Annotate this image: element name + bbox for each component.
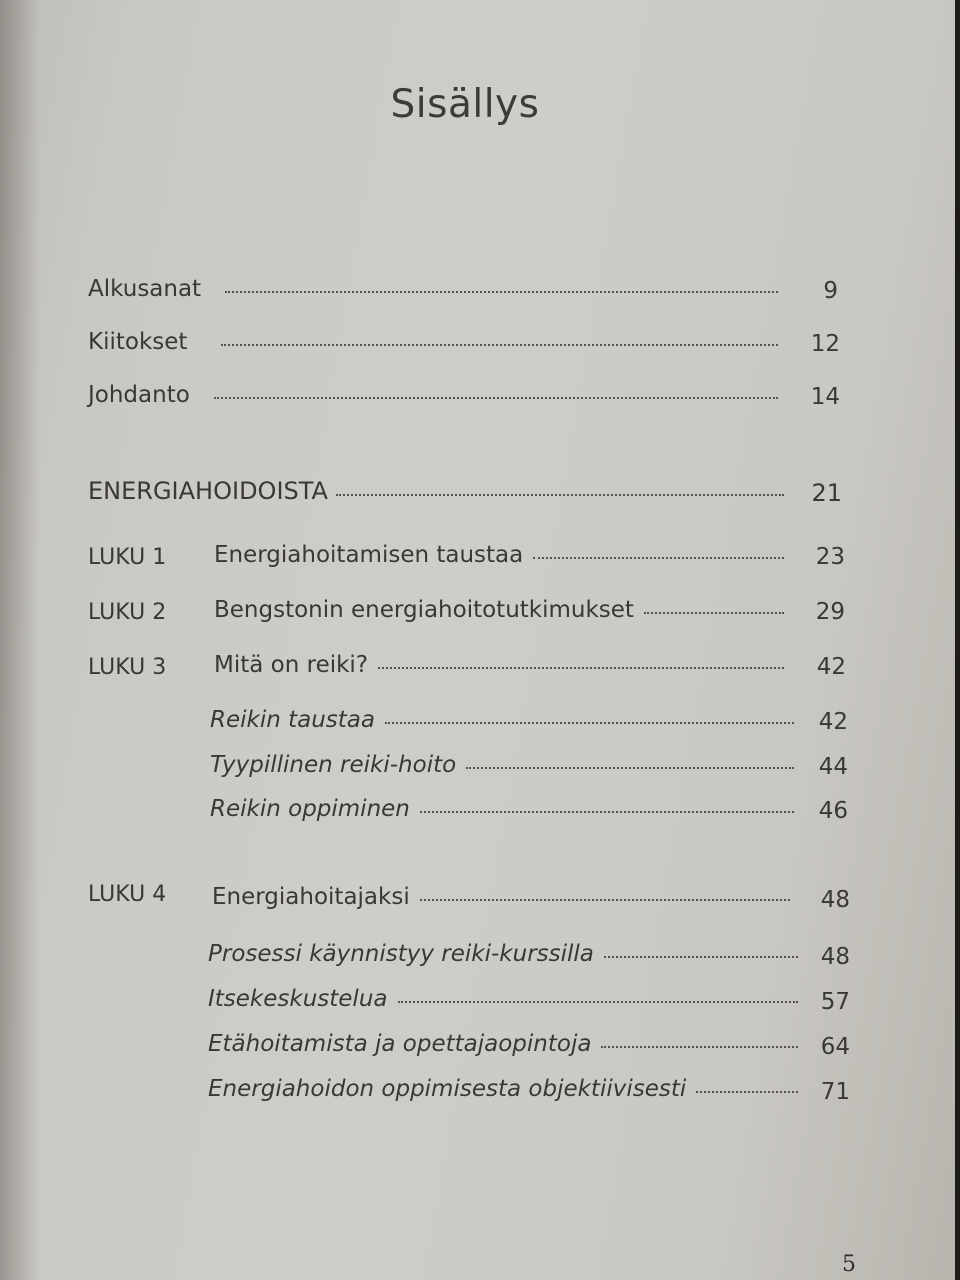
toc-section-label: Reikin oppiminen xyxy=(210,796,410,822)
toc-section-page: 71 xyxy=(820,1079,850,1105)
toc-section-page: 46 xyxy=(818,798,848,824)
toc-section-page: 44 xyxy=(818,754,848,780)
toc-section xyxy=(208,1076,808,1116)
page-number: 5 xyxy=(842,1252,856,1277)
toc-section xyxy=(210,707,804,747)
dot-leader xyxy=(214,396,778,399)
toc-section xyxy=(208,1031,808,1071)
toc-chapter-2 xyxy=(214,597,794,637)
toc-part-page: 21 xyxy=(811,479,842,507)
toc-chapter-1 xyxy=(214,542,794,582)
toc-chapter-page: 23 xyxy=(815,544,845,570)
toc-chapter-4 xyxy=(212,884,800,924)
toc-chapter-label: Energiahoitajaksi xyxy=(212,884,410,910)
toc-chapter-3 xyxy=(214,652,794,692)
toc-part-label: ENERGIAHOIDOISTA xyxy=(88,477,328,505)
toc-chapter-label: Energiahoitamisen taustaa xyxy=(214,542,524,568)
toc-chapter-label: Bengstonin energiahoitotutkimukset xyxy=(214,597,634,623)
dot-leader xyxy=(601,1045,798,1048)
dot-leader xyxy=(420,898,790,901)
dot-leader xyxy=(604,955,798,958)
page-title: Sisällys xyxy=(390,82,540,127)
toc-section xyxy=(210,752,804,792)
chapter-number: LUKU 1 xyxy=(88,545,167,570)
toc-entry-label: Alkusanat xyxy=(88,276,202,302)
dot-leader xyxy=(533,556,784,559)
toc-section-label: Reikin taustaa xyxy=(210,707,375,733)
toc-entry-label: Johdanto xyxy=(88,382,190,408)
dot-leader xyxy=(696,1090,798,1093)
chapter-number: LUKU 3 xyxy=(88,655,167,680)
toc-entry-page: 14 xyxy=(810,384,840,410)
chapter-number: LUKU 4 xyxy=(88,882,167,907)
toc-section-label: Prosessi käynnistyy reiki-kurssilla xyxy=(208,941,594,967)
toc-section-label: Itsekeskustelua xyxy=(208,986,388,1012)
dot-leader xyxy=(378,666,784,669)
dot-leader xyxy=(420,810,794,813)
toc-entry-alkusanat xyxy=(88,276,788,316)
toc-section-label: Energiahoidon oppimisesta objektiivisesti xyxy=(208,1076,687,1102)
chapter-number: LUKU 2 xyxy=(88,600,167,625)
toc-section-page: 48 xyxy=(820,944,850,970)
dot-leader xyxy=(336,493,784,496)
toc-section xyxy=(210,796,804,836)
toc-section-page: 64 xyxy=(820,1034,850,1060)
toc-chapter-page: 29 xyxy=(815,599,845,625)
dot-leader xyxy=(385,721,794,724)
toc-section xyxy=(208,941,808,981)
toc-entry-label: Kiitokset xyxy=(88,329,188,355)
toc-section xyxy=(208,986,808,1026)
toc-section-label: Tyypillinen reiki-hoito xyxy=(210,752,457,778)
toc-entry-page: 12 xyxy=(810,331,840,357)
toc-chapter-page: 42 xyxy=(816,654,846,680)
page-gutter-shadow xyxy=(0,0,40,1280)
dot-leader xyxy=(398,1000,799,1003)
dot-leader xyxy=(225,290,778,293)
dot-leader xyxy=(466,766,794,769)
toc-part-energiahoidoista xyxy=(88,477,794,517)
dot-leader xyxy=(221,343,778,346)
toc-section-label: Etähoitamista ja opettajaopintoja xyxy=(208,1031,592,1057)
toc-section-page: 57 xyxy=(820,989,850,1015)
toc-chapter-page: 48 xyxy=(820,887,850,913)
toc-section-page: 42 xyxy=(818,709,848,735)
dot-leader xyxy=(644,611,784,614)
toc-entry-page: 9 xyxy=(823,278,838,304)
toc-entry-johdanto xyxy=(88,382,788,422)
toc-entry-kiitokset xyxy=(88,329,788,369)
toc-chapter-label: Mitä on reiki? xyxy=(214,652,369,678)
